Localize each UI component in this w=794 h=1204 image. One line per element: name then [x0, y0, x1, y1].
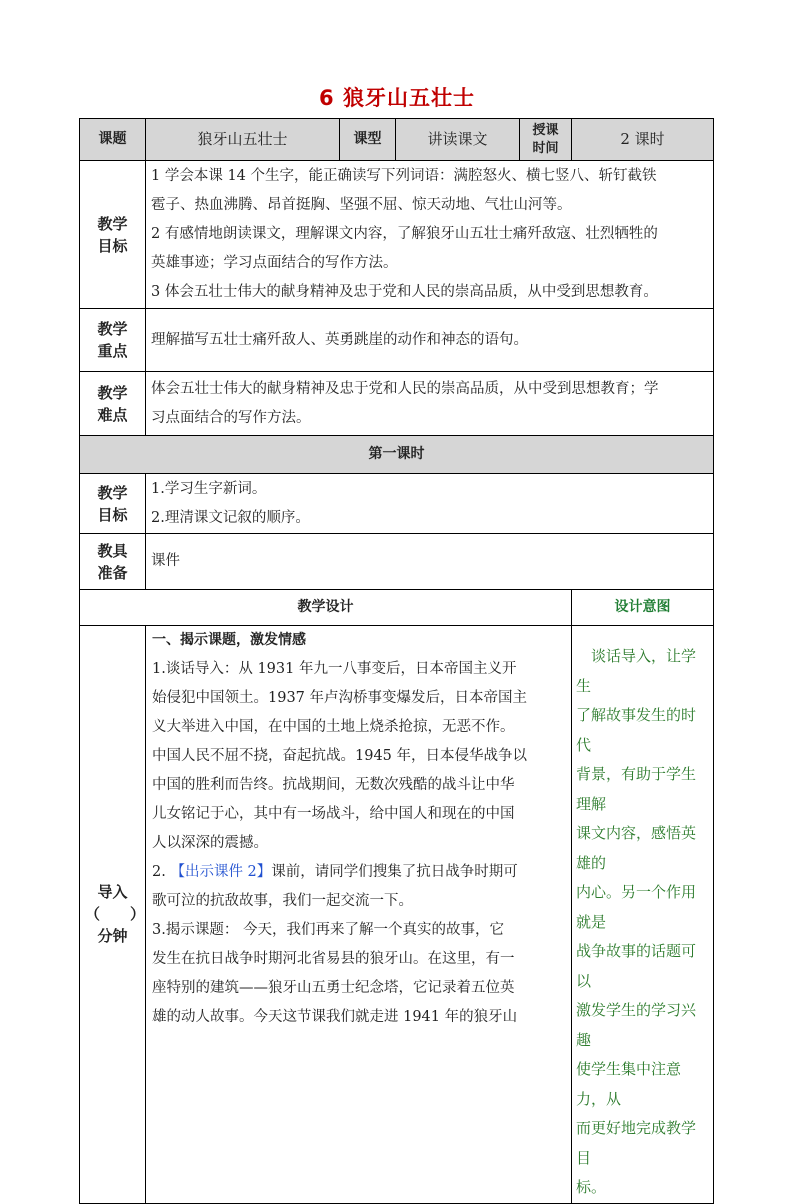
- tools-row: [80, 534, 714, 590]
- para1-line: 始侵犯中国领土。1937 年卢沟桥事变爆发后，日本帝国主: [152, 690, 528, 706]
- tools-label: [80, 534, 146, 590]
- type-value: 讲读课文: [396, 119, 520, 161]
- tools-content: 课件: [146, 534, 714, 590]
- lesson1-goals-label-line1: 教学: [97, 483, 128, 502]
- intent-line: 而更好地完成教学目: [576, 1119, 697, 1167]
- intent-line: 内心。另一个作用就是: [576, 883, 697, 931]
- para2-prefix: 2.: [152, 864, 171, 880]
- lesson1-goals-label: [80, 474, 146, 534]
- para1-line: 儿女铭记于心，其中有一场战斗，给中国人和现在的中国: [152, 806, 515, 822]
- intent-line: 了解故事发生的时代: [576, 706, 697, 754]
- lesson1-heading-row: [80, 436, 714, 474]
- time-label: [520, 119, 572, 161]
- stage-label-line2: （ ）: [85, 905, 146, 924]
- type-label: 课型: [340, 119, 396, 161]
- goals-row: [80, 161, 714, 309]
- intent-line: 背景，有助于学生理解: [576, 765, 697, 813]
- tools-label-line2: 准备: [97, 563, 128, 582]
- design-content: [146, 626, 572, 1204]
- para1-line: 义大举进入中国，在中国的土地上烧杀抢掠，无恶不作。: [152, 719, 515, 735]
- para2-line1: [152, 858, 565, 887]
- time-label-line2: 时间: [532, 140, 559, 156]
- para2-line2: 歌可泣的抗敌故事，我们一起交流一下。: [152, 893, 413, 909]
- difficulty-row: [80, 372, 714, 436]
- intent-line: 课文内容，感悟英雄的: [576, 824, 697, 872]
- difficulty-label-line2: 难点: [97, 405, 128, 424]
- intent-header: 设计意图: [572, 590, 714, 626]
- stage-label: [80, 626, 146, 1204]
- goals-line: 2 有感情地朗读课文，理解课文内容，了解狼牙山五壮士痛歼敌寇、壮烈牺牲的: [151, 226, 658, 242]
- time-label-line1: 授课: [532, 122, 559, 138]
- design-row: [80, 626, 714, 1204]
- para3-line: 3.揭示课题： 今天，我们再来了解一个真实的故事，它: [152, 922, 504, 938]
- lesson1-goals-content: [146, 474, 714, 534]
- lesson1-goal: 1.学习生字新词。: [151, 480, 267, 497]
- intent-line: 战争故事的话题可以: [576, 942, 697, 990]
- goals-line: 3 体会五壮士伟大的献身精神及忠于党和人民的崇高品质，从中受到思想教育。: [151, 284, 658, 300]
- intent-line: 激发学生的学习兴趣: [576, 1001, 697, 1049]
- para2-rest: 课前，请同学们搜集了抗日战争时期可: [271, 864, 518, 880]
- lesson1-heading: 第一课时: [80, 436, 714, 474]
- para1-line: 中国的胜利而告终。抗战期间，无数次残酷的战斗让中华: [152, 777, 515, 793]
- lesson1-goal: 2.理清课文记叙的顺序。: [151, 509, 310, 526]
- para1-line: 1.谈话导入：从 1931 年九一八事变后，日本帝国主义开: [152, 661, 517, 677]
- para3-line: 座特别的建筑——狼牙山五勇士纪念塔，它记录着五位英: [152, 980, 515, 996]
- subject-value: 狼牙山五壮士: [146, 119, 340, 161]
- goals-line: 雹子、热血沸腾、昂首挺胸、坚强不屈、惊天动地、气壮山河等。: [151, 197, 572, 213]
- difficulty-label: [80, 372, 146, 436]
- difficulty-line: 体会五壮士伟大的献身精神及忠于党和人民的崇高品质，从中受到思想教育；学: [151, 380, 659, 397]
- difficulty-line: 习点面结合的写作方法。: [151, 409, 311, 426]
- difficulty-label-line1: 教学: [97, 383, 128, 402]
- goals-label-line2: 目标: [97, 236, 128, 255]
- difficulty-content: [146, 372, 714, 436]
- stage-label-line3: 分钟: [97, 927, 128, 946]
- time-value: 2 课时: [572, 119, 714, 161]
- intent-line: 使学生集中注意力，从: [576, 1060, 682, 1108]
- lesson-plan-table-wrapper: [79, 118, 713, 1204]
- courseware-tag: 【出示课件 2】: [170, 864, 272, 880]
- para1-line: 人以深深的震撼。: [152, 835, 268, 851]
- design-header-row: [80, 590, 714, 626]
- lesson1-goals-label-line2: 目标: [97, 505, 128, 524]
- intent-line: 标。: [576, 1178, 607, 1196]
- goals-label: [80, 161, 146, 309]
- para3-line: 发生在抗日战争时期河北省易县的狼牙山。在这里，有一: [152, 951, 515, 967]
- lesson-plan-table: [79, 118, 714, 1204]
- design-subtitle: 一、揭示课题，激发情感: [152, 632, 306, 648]
- tools-label-line1: 教具: [97, 541, 128, 560]
- stage-label-line1: 导入: [97, 883, 128, 902]
- goals-line: 英雄事迹；学习点面结合的写作方法。: [151, 255, 398, 271]
- goals-content: [146, 161, 714, 309]
- key-content: 理解描写五壮士痛歼敌人、英勇跳崖的动作和神态的语句。: [146, 309, 714, 372]
- page-title: 6 狼牙山五壮士: [319, 86, 475, 110]
- para3-line: 雄的动人故事。今天这节课我们就走进 1941 年的狼牙山: [152, 1009, 518, 1025]
- key-label-line1: 教学: [97, 320, 128, 338]
- info-row: [80, 119, 714, 161]
- goals-line: 1 学会本课 14 个生字，能正确读写下列词语：满腔怒火、横七竖八、斩钉截铁: [151, 168, 657, 184]
- key-row: [80, 309, 714, 372]
- intent-line: 谈话导入，让学生: [576, 647, 697, 695]
- subject-label: 课题: [80, 119, 146, 161]
- lesson1-goals-row: [80, 474, 714, 534]
- intent-content: [572, 626, 714, 1204]
- goals-label-line1: 教学: [97, 214, 128, 233]
- key-label-line2: 重点: [97, 342, 128, 360]
- key-label: [80, 309, 146, 372]
- para1-line: 中国人民不屈不挠，奋起抗战。1945 年，日本侵华战争以: [152, 748, 528, 764]
- design-header: 教学设计: [80, 590, 572, 626]
